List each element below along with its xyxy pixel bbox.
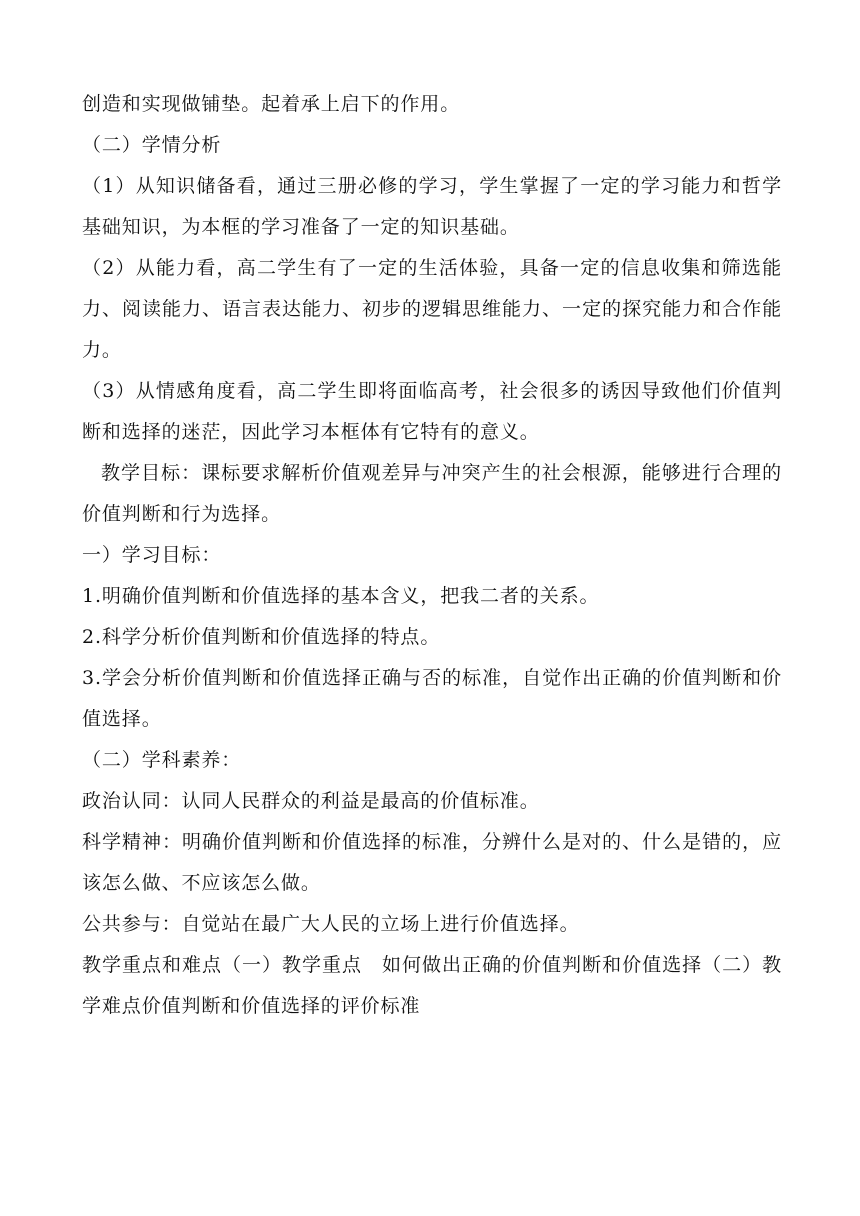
section-heading-student-analysis: （二）学情分析: [82, 134, 222, 156]
section-heading-literacy: （二）学科素养：: [82, 749, 242, 771]
literacy-political-identity: 政治认同：认同人民群众的利益是最高的价值标准。: [82, 790, 540, 812]
paragraph-key-points: 教学重点和难点（一）教学重点 如何做出正确的价值判断和价值选择（二）教学难点价值判断和价值选择的评价标准: [82, 954, 782, 1017]
paragraph-knowledge: （1）从知识储备看，通过三册必修的学习，学生掌握了一定的学习能力和哲学基础知识，为本框的学习准备了一定的知识基础。: [82, 175, 782, 238]
paragraph-teaching-goals: 教学目标：课标要求解析价值观差异与冲突产生的社会根源，能够进行合理的价值判断和行为选择。: [82, 462, 782, 525]
document-body: [82, 84, 782, 1027]
paragraph-emotion: （3）从情感角度看，高二学生即将面临高考，社会很多的诱因导致他们价值判断和选择的迷茫，因此学习本框体有它特有的意义。: [82, 380, 782, 443]
paragraph-ability: （2）从能力看，高二学生有了一定的生活体验，具备一定的信息收集和筛选能力、阅读能力、语言表达能力、初步的逻辑思维能力、一定的探究能力和合作能力。: [82, 257, 782, 361]
paragraph-continuation: 创造和实现做铺垫。起着承上启下的作用。: [82, 93, 461, 115]
learning-goal-item-1: 1.明确价值判断和价值选择的基本含义，把我二者的关系。: [82, 585, 600, 607]
learning-goal-item-2: 2.科学分析价值判断和价值选择的特点。: [82, 626, 441, 648]
literacy-scientific-spirit: 科学精神：明确价值判断和价值选择的标准，分辨什么是对的、什么是错的，应该怎么做、不应该怎么做。: [82, 831, 782, 894]
section-heading-learning-goals: 一）学习目标：: [82, 544, 222, 566]
learning-goal-item-3: 3.学会分析价值判断和价值选择正确与否的标准，自觉作出正确的价值判断和价值选择。: [82, 667, 782, 730]
literacy-public-participation: 公共参与：自觉站在最广大人民的立场上进行价值选择。: [82, 913, 580, 935]
